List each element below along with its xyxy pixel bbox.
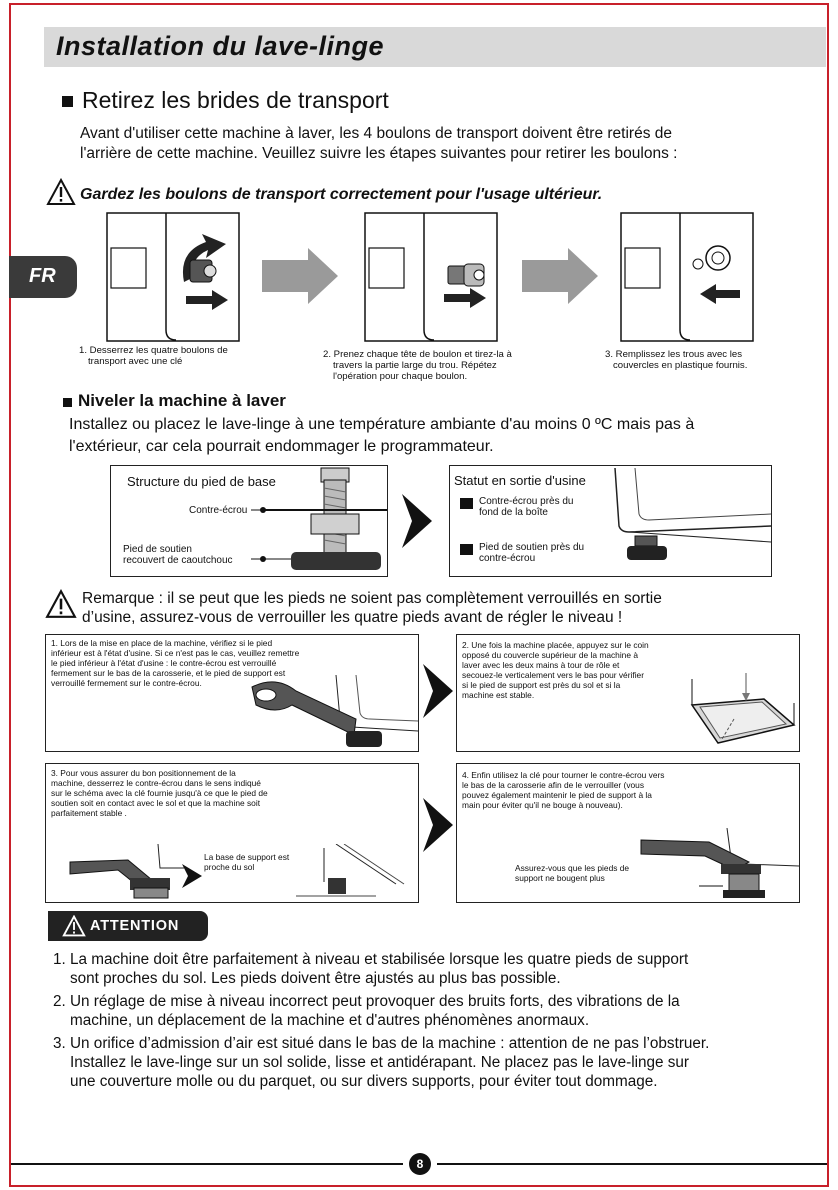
attention-item2-line2: machine, un déplacement de la machine et d'autres phénomènes anormaux. [70,1012,590,1029]
step4-text-4: main pour éviter qu'il ne bouge à nouveau). [462,800,623,810]
warning-icon [45,589,77,619]
warning-icon [46,178,76,206]
section2-heading: Niveler la machine à laver [78,391,286,410]
gray-arrow-icon [522,248,600,304]
foot-structure-diagram [251,466,387,576]
black-arrow-icon [400,492,434,550]
section1-intro-2: l'arrière de cette machine. Veuillez suivre les étapes suivantes pour retirer les boulons : [80,145,678,162]
step3-text-4: soutien soit en contact avec le sol et que la machine soit [51,798,261,808]
step2-text-6: machine est stable. [462,690,535,700]
factory-status-diagram [605,466,771,576]
section1-heading: Retirez les brides de transport [82,87,389,113]
step2-text-1: 2. Une fois la machine placée, appuyez sur le coin [462,640,649,650]
step2-text-5: si le pied de support est près du sol et si la [462,680,621,690]
step1-text-4: fermement sur le bas de la carosserie, et le pied de support est [51,668,286,678]
attention-banner [48,911,208,941]
factory-status-title: Statut en sortie d'usine [454,473,586,488]
section2-intro-1: Installez ou placez le lave-linge à une température ambiante d'au moins 0 ºC mais pas à [69,416,695,433]
language-label: FR [29,265,56,287]
leveling-step3-box [45,763,419,903]
language-tab [9,256,77,298]
legend2-line1: Pied de soutien près du [479,542,585,553]
page-number: 8 [409,1153,431,1175]
attention-item2-line1: 2. Un réglage de mise à niveau incorrect peut provoquer des bruits forts, des vibrations de la [53,993,680,1010]
black-arrow-icon [180,862,204,890]
attention-item3-line3: une couverture molle ou du parquet, ou sur divers supports, pour éviter tout dommage. [70,1073,658,1090]
warning-text: Gardez les boulons de transport correctement pour l'usage ultérieur. [80,186,603,203]
warning-icon [62,915,86,937]
step1-text-5: verrouillé fermement sur le contre-écrou. [51,678,202,688]
step3-text-1: 3. Pour vous assurer du bon positionnement de la [51,768,236,778]
step3-caption-2: proche du sol [204,862,255,872]
step4-text-1: 4. Enfin utilisez la clé pour tourner le contre-écrou vers [462,770,665,780]
section1-intro-1: Avant d'utiliser cette machine à laver, les 4 boulons de transport doivent être retirés de [80,125,673,142]
bullet-square-icon [62,96,73,107]
black-arrow-icon [421,662,455,720]
leveling-step1-box [45,634,419,752]
attention-item1-line2: sont proches du sol. Les pieds doivent être ajustés au plus bas possible. [70,970,561,987]
step1-illustration [106,212,246,342]
foot-label-2: recouvert de caoutchouc [123,555,233,566]
remark-line2: d’usine, assurez-vous de verrouiller les quatre pieds avant de régler le niveau ! [82,609,623,626]
step1-caption-1: 1. Desserrez les quatre boulons de [79,345,228,356]
step1-text-2: inférieur est à l'état d'usine. Si ce n'est pas le cas, veuillez remettre [51,648,300,658]
step2-text-3: laver avec les deux mains à tour de rôle et [462,660,620,670]
bullet-square-icon [63,398,72,407]
attention-item1-line1: 1. La machine doit être parfaitement à niveau et stabilisée lorsque les quatre pieds de support [53,951,689,968]
page-title: Installation du lave-linge [56,31,385,61]
step3-text-2: machine, desserrez le contre-écrou dans le sens indiqué [51,778,261,788]
foot-structure-title: Structure du pied de base [127,474,276,489]
leveling-step2-box [456,634,800,752]
legend-square-icon [460,498,473,509]
step3-wrench-diagram [68,844,184,900]
factory-status-box [449,465,772,577]
attention-item3-line1: 3. Un orifice d’admission d’air est situé dans le bas de la machine : attention de ne pas l’obstruer. [53,1035,710,1052]
step1-wrench-diagram [236,675,418,751]
step4-text-3: pouvez également maintenir le pied de support à la [462,790,652,800]
step3-text-3: sur le schéma avec la clé fournie jusqu'à ce que le pied de [51,788,268,798]
title-bar [44,27,826,67]
step2-illustration [364,212,504,342]
step4-wrench-diagram [639,828,799,902]
foot-label-1: Pied de soutien [123,544,192,555]
step3-caption-2: couvercles en plastique fournis. [613,360,748,371]
legend1-line2: fond de la boîte [479,507,548,518]
foot-structure-box [110,465,388,577]
step3-illustration [620,212,760,342]
black-arrow-icon [421,796,455,854]
step2-caption-1: 2. Prenez chaque tête de boulon et tirez-la à [323,349,512,360]
step3-text-5: parfaitement stable . [51,808,127,818]
legend2-line2: contre-écrou [479,553,536,564]
footer-rule-right [437,1163,827,1165]
step3-caption-1: 3. Remplissez les trous avec les [605,349,743,360]
step3-caption-1: La base de support est [204,852,290,862]
attention-item3-line2: Installez le lave-linge sur un sol solide, lisse et antidérapant. Ne placez pas le lave-linge sur [70,1054,690,1071]
step1-text-3: le pied inférieur à l'état d'usine : le contre-écrou est verrouillé [51,658,277,668]
footer-rule-left [11,1163,403,1165]
step1-text-1: 1. Lors de la mise en place de la machine, vérifiez si le pied [51,638,273,648]
step3-base-diagram [296,844,416,902]
step2-caption-2: travers la partie large du trou. Répétez [333,360,497,371]
step4-caption-2: support ne bougent plus [515,873,605,883]
step2-text-2: opposé du couvercle supérieur de la machine à [462,650,638,660]
gray-arrow-icon [262,248,340,304]
remark-line1: Remarque : il se peut que les pieds ne soient pas complètement verrouillés en sortie [82,590,662,607]
step4-caption-1: Assurez-vous que les pieds de [515,863,630,873]
attention-label: ATTENTION [90,918,180,934]
leveling-step4-box [456,763,800,903]
legend-square-icon [460,544,473,555]
step2-machine-top-diagram [682,669,800,751]
lock-nut-label: Contre-écrou [189,505,248,516]
step1-caption-2: transport avec une clé [88,356,183,367]
section2-intro-2: l'extérieur, car cela pourrait endommager le programmateur. [69,438,494,455]
legend1-line1: Contre-écrou près du [479,496,574,507]
step2-text-4: secouez-le verticalement vers le bas pour vérifier [462,670,645,680]
step4-text-2: le bas de la carosserie afin de le verrouiller (vous [462,780,645,790]
step2-caption-3: l'opération pour chaque boulon. [333,371,468,382]
